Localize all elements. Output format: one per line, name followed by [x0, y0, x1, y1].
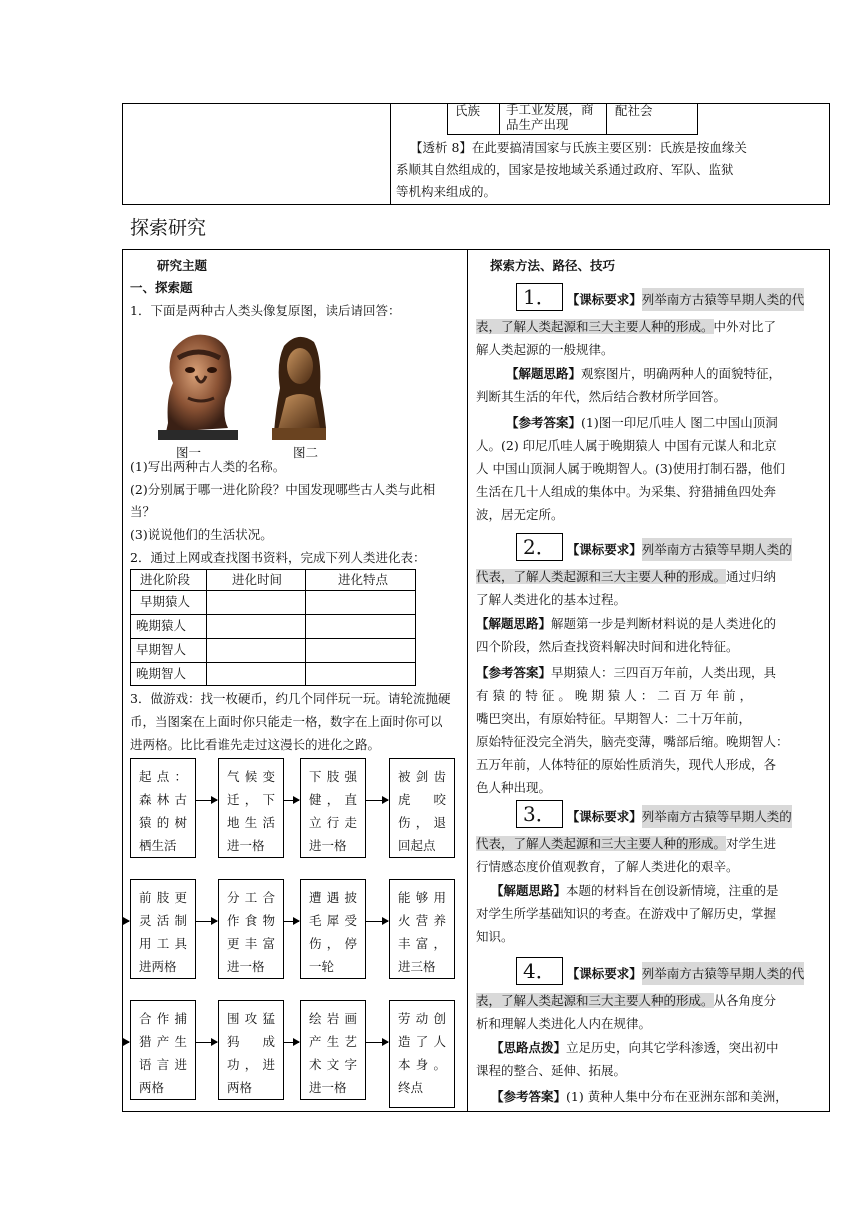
req-head: 列举南方古猿等早期人类的 — [642, 805, 792, 828]
para-line: 对学生所学基础知识的考查。在游戏中了解历史，掌握 — [476, 906, 777, 921]
game-square — [218, 758, 284, 858]
arrow-right-icon — [122, 921, 129, 922]
para-line — [491, 880, 779, 902]
req-cont-highlight: 表，了解人类起源和三大主要人种的形成。 — [476, 319, 714, 334]
game-square-text: 伤，停 — [309, 936, 357, 951]
figure-caption-1: 图一 — [176, 445, 202, 460]
para-text: 观察图片，明确两种人的面貌特征， — [581, 366, 782, 381]
left-subtitle: 一、探索题 — [130, 280, 193, 295]
game-square-text: 灵活制 — [139, 913, 187, 928]
req-label: 【课标要求】 — [566, 292, 642, 307]
question-3-line-2: 币，当图案在上面时你只能走一格，数字在上面时你可以 — [130, 714, 443, 729]
para-line — [476, 662, 776, 684]
question-3-line-1: 3．做游戏：找一枚硬币，约几个同伴玩一玩。请轮流抛硬 — [130, 691, 451, 706]
game-square-text: 本身。 — [398, 1057, 446, 1072]
question-2: 2．通过上网或查找图书资料，完成下列人类进化表： — [130, 550, 426, 565]
table-header-time: 进化时间 — [232, 572, 283, 587]
table-row-2: 晚期猿人 — [136, 618, 187, 633]
game-square-text: 进一格 — [227, 838, 265, 853]
arrow-right-icon — [122, 1042, 129, 1043]
para-label: 【思路点拨】 — [491, 1040, 567, 1055]
para-label: 【解题思路】 — [491, 883, 567, 898]
game-square-text: 健，直 — [309, 792, 357, 807]
para-line: 四个阶段，然后查找资料解决时间和进化特征。 — [476, 639, 739, 654]
game-square-text: 进一格 — [309, 1080, 347, 1095]
arrow-right-icon — [196, 1042, 217, 1043]
para-line: 嘴巴突出，有原始特征。早期智人：二十万年前， — [476, 711, 752, 726]
game-square-text: 地生活 — [227, 815, 275, 830]
para-text: 本题的材料旨在创设新情境，注重的是 — [566, 883, 779, 898]
req-cont-highlight: 代表，了解人类起源和三大主要人种的形成。 — [476, 836, 727, 851]
game-square-text: 产生艺 — [309, 1034, 357, 1049]
game-square-text: 进一格 — [227, 959, 265, 974]
game-square-text: 两格 — [227, 1080, 253, 1095]
para-label: 【参考答案】 — [491, 1089, 567, 1104]
item-heading — [516, 957, 804, 988]
para-text: 立足历史，向其它学科渗透，突出初中 — [566, 1040, 779, 1055]
req-line3: 行情感态度价值观教育，了解人类进化的艰辛。 — [476, 859, 739, 874]
question-1: 1．下面是两种古人类头像复原图，读后请回答： — [130, 303, 401, 318]
game-square-text: 能够用 — [398, 890, 446, 905]
arrow-right-icon — [196, 800, 217, 801]
game-square — [130, 758, 196, 858]
arrow-right-icon — [366, 921, 388, 922]
game-square-text: 进三格 — [398, 959, 436, 974]
para-line: 波，居无定所。 — [476, 507, 564, 522]
game-square-text: 猿的树 — [139, 815, 187, 830]
para-label: 【参考答案】 — [506, 415, 582, 430]
req-continuation — [476, 316, 776, 338]
game-square-text: 围攻猛 — [227, 1011, 275, 1026]
arrow-right-icon — [366, 1042, 388, 1043]
table-header-stage: 进化阶段 — [140, 572, 191, 587]
top-cell-society: 配社会 — [615, 103, 653, 118]
game-square-text: 被剑齿 — [398, 769, 446, 784]
game-square — [389, 879, 455, 979]
top-note-line-2: 系顺其自然组成的，国家是按地域关系通过政府、军队、监狱 — [396, 162, 734, 177]
para-line: 五万年前，人体特征的原始性质消失，现代人形成，各 — [476, 757, 777, 772]
question-3-line-3: 进两格。比比看谁先走过这漫长的进化之路。 — [130, 737, 381, 752]
item-number: 1． — [516, 283, 563, 311]
table-row-1: 早期猿人 — [140, 594, 191, 609]
para-line: 色人种出现。 — [476, 780, 552, 795]
game-square-text: 分工合 — [227, 890, 275, 905]
game-square-text: 迁，下 — [227, 792, 275, 807]
top-cell-handicraft-1: 手工业发展，商 — [506, 102, 594, 117]
req-line3: 解人类起源的一般规律。 — [476, 342, 614, 357]
item-number: 2． — [516, 533, 563, 561]
req-cont-highlight: 代表，了解人类起源和三大主要人种的形成。 — [476, 569, 727, 584]
game-square-text: 遭遇披 — [309, 890, 357, 905]
bust-image-1 — [148, 328, 248, 440]
game-square — [300, 1000, 366, 1100]
req-label: 【课标要求】 — [566, 809, 642, 824]
game-square-text: 两格 — [139, 1080, 165, 1095]
game-square-text: 犸 成 — [227, 1034, 275, 1049]
req-cont-rest: 对学生进 — [726, 836, 777, 851]
arrow-right-icon — [196, 921, 217, 922]
game-square-text: 语言进 — [139, 1057, 187, 1072]
q1-item-2: (2)分别属于哪一进化阶段？中国发现哪些古人类与此相 — [130, 482, 436, 497]
game-square-text: 作食物 — [227, 913, 275, 928]
game-square-text: 功，进 — [227, 1057, 275, 1072]
para-label: 【解题思路】 — [476, 616, 552, 631]
table-row-4: 晚期智人 — [136, 666, 187, 681]
req-head: 列举南方古猿等早期人类的代 — [642, 962, 805, 985]
arrow-right-icon — [284, 921, 299, 922]
game-square-text: 绘岩画 — [309, 1011, 357, 1026]
para-line: 有 猿 的 特 征 。 晚 期 猿 人 ： 二 百 万 年 前 ， — [476, 688, 753, 703]
game-square-text: 进一格 — [309, 838, 347, 853]
top-cell-handicraft-2: 品生产出现 — [506, 117, 569, 132]
game-square-text: 起点： — [139, 769, 187, 784]
section-title: 探索研究 — [130, 217, 207, 239]
para-line — [491, 1037, 779, 1059]
game-square — [130, 1000, 196, 1100]
game-square — [389, 758, 455, 858]
game-square-text: 立行走 — [309, 815, 357, 830]
para-text: (1) 黄种人集中分布在亚洲东部和美洲， — [566, 1089, 788, 1104]
req-continuation — [476, 990, 776, 1012]
req-head: 列举南方古猿等早期人类的 — [642, 538, 792, 561]
para-line — [476, 613, 776, 635]
para-line — [506, 363, 781, 385]
game-square-text: 前肢更 — [139, 890, 187, 905]
req-label: 【课标要求】 — [566, 542, 642, 557]
req-line3: 析和理解人类进化人内在规律。 — [476, 1016, 652, 1031]
game-square-text: 用工具 — [139, 936, 187, 951]
para-text: (1)图一印尼爪哇人 图二中国山顶洞 — [581, 415, 778, 430]
para-line: 课程的整合、延伸、拓展。 — [476, 1063, 627, 1078]
req-label: 【课标要求】 — [566, 966, 642, 981]
req-head: 列举南方古猿等早期人类的代 — [642, 288, 805, 311]
req-cont-rest: 中外对比了 — [713, 319, 777, 334]
para-label: 【参考答案】 — [476, 665, 552, 680]
game-square-text: 终点 — [398, 1080, 424, 1095]
req-continuation — [476, 833, 776, 855]
item-number: 3． — [516, 800, 563, 828]
game-square-text: 森林古 — [139, 792, 187, 807]
game-square-text: 火营养 — [398, 913, 446, 928]
req-cont-rest: 从各角度分 — [713, 993, 777, 1008]
para-line: 原始特征没完全消失，脑壳变薄，嘴部后缩。晚期智人： — [476, 734, 789, 749]
game-square-text: 下肢强 — [309, 769, 357, 784]
game-square — [130, 879, 196, 979]
table-header-feature: 进化特点 — [338, 572, 389, 587]
game-square-text: 更丰富 — [227, 936, 275, 951]
game-square — [389, 1000, 455, 1108]
para-line: 人。(2) 印尼爪哇人属于晚期猿人 中国有元谋人和北京 — [476, 438, 777, 453]
para-line: 生活在几十人组成的集体中。为采集、狩猎捕鱼四处奔 — [476, 484, 777, 499]
left-header: 研究主题 — [157, 258, 208, 273]
item-heading — [516, 533, 792, 564]
bust-image-2 — [268, 328, 330, 440]
game-square-text: 回起点 — [398, 838, 436, 853]
game-square-text: 劳动创 — [398, 1011, 446, 1026]
game-square — [300, 879, 366, 979]
para-line: 人 中国山顶洞人属于晚期智人。(3)使用打制石器，他们 — [476, 461, 786, 476]
para-text: 解题第一步是判断材料说的是人类进化的 — [551, 616, 777, 631]
game-square-text: 栖生活 — [139, 838, 177, 853]
arrow-right-icon — [366, 800, 388, 801]
game-square-text: 造了人 — [398, 1034, 446, 1049]
game-square — [300, 758, 366, 858]
item-heading — [516, 283, 804, 314]
para-line: 知识。 — [476, 929, 514, 944]
para-line — [491, 1086, 788, 1108]
table-row-3: 早期智人 — [136, 642, 187, 657]
req-line3: 了解人类进化的基本过程。 — [476, 592, 627, 607]
arrow-right-icon — [284, 800, 299, 801]
game-square-text: 合作捕 — [139, 1011, 187, 1026]
para-text: 早期猿人：三四百万年前，人类出现，具 — [551, 665, 777, 680]
game-square-text: 虎 咬 — [398, 792, 446, 807]
game-square-text: 猎产生 — [139, 1034, 187, 1049]
game-square-text: 术文字 — [309, 1057, 357, 1072]
req-cont-rest: 通过归纳 — [726, 569, 777, 584]
game-square-text: 进两格 — [139, 959, 177, 974]
para-label: 【解题思路】 — [506, 366, 582, 381]
q1-item-4: (3)说说他们的生活状况。 — [130, 527, 273, 542]
top-note-line-3: 等机构来组成的。 — [396, 184, 497, 199]
game-square-text: 毛犀受 — [309, 913, 357, 928]
game-square — [218, 879, 284, 979]
game-square-text: 丰富， — [398, 936, 446, 951]
para-line: 判断其生活的年代，然后结合教材所学回答。 — [476, 389, 727, 404]
q1-item-1: (1)写出两种古人类的名称。 — [130, 459, 286, 474]
game-square-text: 气候变 — [227, 769, 275, 784]
para-line — [506, 412, 778, 434]
item-number: 4． — [516, 957, 563, 985]
game-square — [218, 1000, 284, 1100]
right-header: 探索方法、路径、技巧 — [490, 258, 616, 273]
game-square-text: 一轮 — [309, 959, 335, 974]
arrow-right-icon — [284, 1042, 299, 1043]
item-heading — [516, 800, 792, 831]
top-cell-clan: 氏族 — [455, 103, 481, 118]
req-cont-highlight: 表，了解人类起源和三大主要人种的形成。 — [476, 993, 714, 1008]
req-continuation — [476, 566, 776, 588]
game-square-text: 伤，退 — [398, 815, 446, 830]
top-note-line-1: 【透析 8】在此要搞清国家与氏族主要区别：氏族是按血缘关 — [410, 140, 747, 155]
figure-caption-2: 图二 — [293, 445, 319, 460]
q1-item-3: 当？ — [130, 504, 156, 519]
